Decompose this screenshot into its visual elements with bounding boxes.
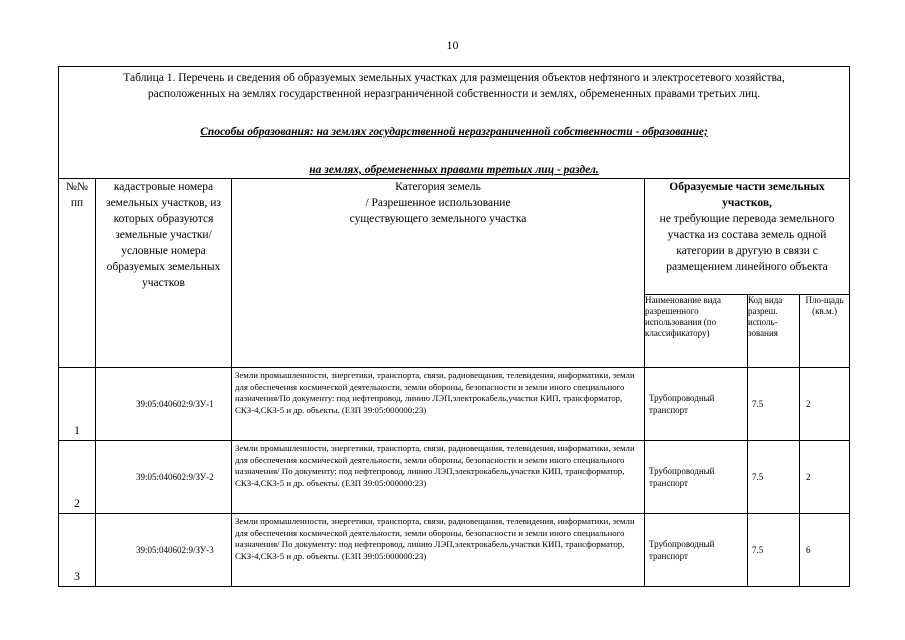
header-cadastral: кадастровые номера земельных участков, из которых образуются земельные участки/ условные номера образуемых земельных участков	[96, 179, 232, 368]
row-use-code: 7.5	[748, 441, 800, 514]
header-formed-parts	[645, 179, 850, 295]
land-plots-table	[58, 66, 850, 587]
header-area: Пло-щадь (кв.м.)	[800, 295, 850, 368]
header-num: №№ пп	[59, 179, 96, 368]
row-cadastral: 39:05:040602:9/ЗУ-2	[96, 441, 232, 514]
caption-line-1: Таблица 1. Перечень и сведения об образуемых земельных участках для размещения объектов нефтяного и электросетевого хозяйства,	[123, 72, 785, 84]
header-formed-title: Образуемые части земельных участков,	[669, 181, 825, 209]
row-cadastral: 39:05:040602:9/ЗУ-3	[96, 514, 232, 587]
caption-line-2: расположенных на землях государственной неразграниченной собственности и землях, обремененных правами третьих лиц.	[147, 88, 761, 100]
caption-row	[59, 67, 850, 179]
page-number: 10	[446, 38, 459, 52]
header-category-line-2: / Разрешенное использование	[365, 197, 511, 209]
row-area: 2	[800, 368, 850, 441]
row-category: Земли промышленности, энергетики, транспорта, связи, радиовещания, телевидения, информатики, земли для обеспечения космической деятельности, земли обороны, безопасности и земли иного специального назначения/По документу: под нефтепровод, линию ЛЭП,электрокабель,участки КИП, трансформатор, СКЗ-4,СКЗ-5 и др. объекты. (ЕЗП 39:05:000000:23)	[232, 368, 645, 441]
table-row	[59, 441, 850, 514]
table-row	[59, 514, 850, 587]
row-use-code: 7.5	[748, 514, 800, 587]
row-num: 2	[59, 441, 96, 514]
header-formed-desc: не требующие перевода земельного участка из состава земель одной категории в другую в связи с размещением линейного объекта	[659, 213, 835, 273]
row-use-name: Трубопроводный транспорт	[645, 368, 748, 441]
header-use-code: Код вида разреш. исполь-зования	[748, 295, 800, 368]
row-area: 6	[800, 514, 850, 587]
row-use-name: Трубопроводный транспорт	[645, 441, 748, 514]
row-num: 3	[59, 514, 96, 587]
header-use-name: Наименование вида разрешенного использования (по классификатору)	[645, 295, 748, 368]
header-row	[59, 179, 850, 295]
row-use-name: Трубопроводный транспорт	[645, 514, 748, 587]
formation-methods-line-1: Способы образования: на землях государственной неразграниченной собственности - образование;	[200, 126, 708, 138]
row-category: Земли промышленности, энергетики, транспорта, связи, радиовещания, телевидения, информатики, земли для обеспечения космической деятельности, земли обороны, безопасности и земли иного специального назначения/ По документу: под нефтепровод, линию ЛЭП,электрокабель,участки КИП, трансформатор, СКЗ-4,СКЗ-5 и др. объекты. (ЕЗП 39:05:000000:23)	[232, 441, 645, 514]
row-cadastral: 39:05:040602:9/ЗУ-1	[96, 368, 232, 441]
row-num: 1	[59, 368, 96, 441]
header-category-line-1: Категория земель	[395, 181, 481, 193]
row-use-code: 7.5	[748, 368, 800, 441]
table-row	[59, 368, 850, 441]
header-category	[232, 179, 645, 368]
header-category-line-3: существующего земельного участка	[349, 213, 527, 225]
row-category: Земли промышленности, энергетики, транспорта, связи, радиовещания, телевидения, информатики, земли для обеспечения космической деятельности, земли обороны, безопасности и земли иного специального назначения/ По документу: под нефтепровод, линию ЛЭП,электрокабель,участки КИП, трансформатор, СКЗ-4,СКЗ-5 и др. объекты. (ЕЗП 39:05:000000:23)	[232, 514, 645, 587]
table-caption	[59, 67, 850, 179]
row-area: 2	[800, 441, 850, 514]
formation-methods-line-2: на землях, обремененных правами третьих лиц - раздел.	[309, 164, 599, 176]
